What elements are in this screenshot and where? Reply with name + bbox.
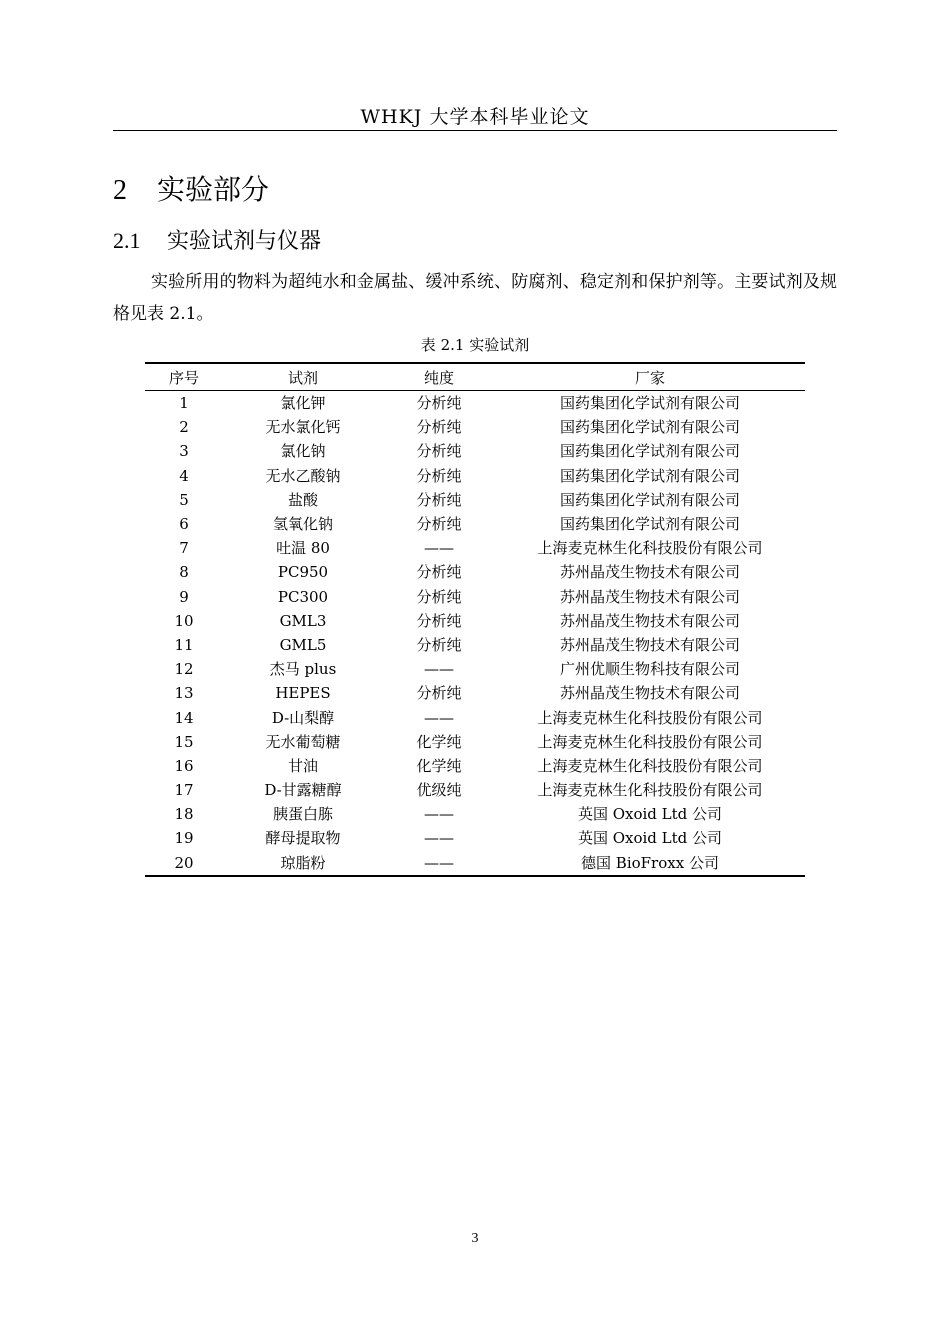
- cell-purity: 优级纯: [416, 781, 462, 800]
- page-number: 3: [471, 1231, 479, 1246]
- cell-manufacturer: 上海麦克林生化科技股份有限公司: [537, 539, 763, 558]
- header-reagent: 试剂: [287, 368, 318, 387]
- table-row: [145, 633, 805, 657]
- cell-reagent: 氯化钠: [280, 442, 326, 461]
- reagents-table: [145, 362, 805, 877]
- table-row: [145, 657, 805, 681]
- cell-purity: 分析纯: [416, 418, 462, 437]
- cell-manufacturer: 国药集团化学试剂有限公司: [559, 394, 740, 413]
- cell-manufacturer: 国药集团化学试剂有限公司: [559, 442, 740, 461]
- cell-no: 14: [174, 708, 194, 727]
- section-heading: [113, 225, 321, 257]
- table-caption: 表 2.1 实验试剂: [420, 336, 530, 354]
- cell-purity: ——: [424, 708, 454, 727]
- cell-reagent: HEPES: [275, 684, 331, 703]
- chapter-heading: [113, 170, 269, 210]
- cell-reagent: D-甘露糖醇: [264, 781, 342, 800]
- cell-purity: 化学纯: [416, 732, 462, 751]
- cell-manufacturer: 上海麦克林生化科技股份有限公司: [537, 708, 763, 727]
- cell-manufacturer: 苏州晶茂生物技术有限公司: [559, 684, 740, 703]
- table-row: [145, 802, 805, 826]
- cell-manufacturer: 英国 Oxoid Ltd 公司: [577, 829, 723, 848]
- cell-reagent: 氢氧化钠: [272, 515, 333, 534]
- cell-purity: 分析纯: [416, 635, 462, 654]
- header-rule: [113, 130, 837, 131]
- table-body: [145, 391, 805, 876]
- cell-purity: ——: [424, 829, 454, 848]
- table-row: [145, 705, 805, 729]
- table-row: [145, 585, 805, 609]
- table-row: [145, 439, 805, 463]
- table-row: [145, 464, 805, 488]
- cell-manufacturer: 上海麦克林生化科技股份有限公司: [537, 756, 763, 775]
- cell-purity: 分析纯: [416, 442, 462, 461]
- cell-reagent: 胰蛋白胨: [272, 805, 333, 824]
- section-number: 2.1: [113, 228, 141, 253]
- cell-purity: 分析纯: [416, 611, 462, 630]
- cell-manufacturer: 英国 Oxoid Ltd 公司: [577, 805, 723, 824]
- cell-reagent: 无水乙酸钠: [265, 466, 341, 485]
- cell-manufacturer: 广州优顺生物科技有限公司: [559, 660, 740, 679]
- table-row: [145, 778, 805, 802]
- cell-no: 18: [174, 805, 194, 824]
- header-purity: 纯度: [423, 368, 454, 387]
- cell-no: 20: [174, 853, 194, 872]
- table-row: [145, 560, 805, 584]
- cell-no: 12: [174, 660, 194, 679]
- cell-manufacturer: 德国 BioFroxx 公司: [581, 853, 719, 872]
- cell-purity: 分析纯: [416, 466, 462, 485]
- table-row: [145, 391, 805, 416]
- table-row: [145, 512, 805, 536]
- cell-manufacturer: 苏州晶茂生物技术有限公司: [559, 611, 740, 630]
- cell-reagent: GML3: [279, 611, 327, 630]
- cell-purity: ——: [424, 539, 454, 558]
- cell-reagent: 甘油: [287, 756, 318, 775]
- cell-no: 9: [179, 587, 189, 606]
- cell-no: 16: [174, 756, 194, 775]
- cell-reagent: 杰马 plus: [269, 660, 337, 679]
- cell-purity: ——: [424, 805, 454, 824]
- cell-purity: 分析纯: [416, 515, 462, 534]
- cell-manufacturer: 苏州晶茂生物技术有限公司: [559, 587, 740, 606]
- cell-reagent: 盐酸: [287, 490, 318, 509]
- table-header-row: [145, 363, 805, 391]
- table-row: [145, 488, 805, 512]
- cell-purity: 分析纯: [416, 490, 462, 509]
- cell-no: 7: [179, 539, 189, 558]
- cell-manufacturer: 国药集团化学试剂有限公司: [559, 466, 740, 485]
- cell-purity: 分析纯: [416, 587, 462, 606]
- cell-reagent: D-山梨醇: [271, 708, 335, 727]
- cell-purity: 分析纯: [416, 394, 462, 413]
- cell-manufacturer: 苏州晶茂生物技术有限公司: [559, 563, 740, 582]
- cell-purity: 化学纯: [416, 756, 462, 775]
- chapter-title: 实验部分: [157, 173, 270, 206]
- section-title: 实验试剂与仪器: [167, 229, 322, 254]
- cell-manufacturer: 上海麦克林生化科技股份有限公司: [537, 781, 763, 800]
- cell-purity: ——: [424, 853, 454, 872]
- cell-purity: 分析纯: [416, 684, 462, 703]
- cell-reagent: 无水氯化钙: [265, 418, 341, 437]
- cell-no: 2: [179, 418, 189, 437]
- table-row: [145, 536, 805, 560]
- cell-no: 8: [179, 563, 189, 582]
- cell-no: 4: [179, 466, 189, 485]
- cell-reagent: 琼脂粉: [280, 853, 326, 872]
- cell-reagent: GML5: [279, 635, 327, 654]
- cell-no: 19: [174, 829, 194, 848]
- cell-reagent: PC950: [277, 563, 329, 582]
- cell-purity: 分析纯: [416, 563, 462, 582]
- table-row: [145, 609, 805, 633]
- cell-manufacturer: 上海麦克林生化科技股份有限公司: [537, 732, 763, 751]
- table-row: [145, 754, 805, 778]
- cell-no: 5: [179, 490, 189, 509]
- cell-manufacturer: 国药集团化学试剂有限公司: [559, 418, 740, 437]
- chapter-number: 2: [113, 175, 127, 206]
- table-row: [145, 851, 805, 876]
- cell-manufacturer: 苏州晶茂生物技术有限公司: [559, 635, 740, 654]
- cell-no: 17: [174, 781, 194, 800]
- header-manufacturer: 厂家: [634, 368, 665, 387]
- cell-purity: ——: [424, 660, 454, 679]
- cell-no: 3: [179, 442, 189, 461]
- table-row: [145, 730, 805, 754]
- cell-no: 11: [174, 635, 194, 654]
- running-header: WHKJ 大学本科毕业论文: [360, 106, 590, 128]
- table-row: [145, 681, 805, 705]
- cell-manufacturer: 国药集团化学试剂有限公司: [559, 515, 740, 534]
- cell-reagent: 氯化钾: [280, 394, 326, 413]
- cell-no: 15: [174, 732, 194, 751]
- cell-no: 13: [174, 684, 194, 703]
- cell-no: 6: [179, 515, 189, 534]
- cell-no: 10: [174, 611, 194, 630]
- cell-no: 1: [179, 394, 189, 413]
- cell-reagent: 无水葡萄糖: [265, 732, 341, 751]
- table-row: [145, 415, 805, 439]
- cell-manufacturer: 国药集团化学试剂有限公司: [559, 490, 740, 509]
- header-no: 序号: [168, 368, 199, 387]
- body-paragraph: 实验所用的物料为超纯水和金属盐、缓冲系统、防腐剂、稳定剂和保护剂等。主要试剂及规格见表 2.1。: [113, 272, 837, 324]
- cell-reagent: 酵母提取物: [265, 829, 341, 848]
- table-row: [145, 826, 805, 850]
- cell-reagent: 吐温 80: [276, 539, 330, 558]
- cell-reagent: PC300: [277, 587, 329, 606]
